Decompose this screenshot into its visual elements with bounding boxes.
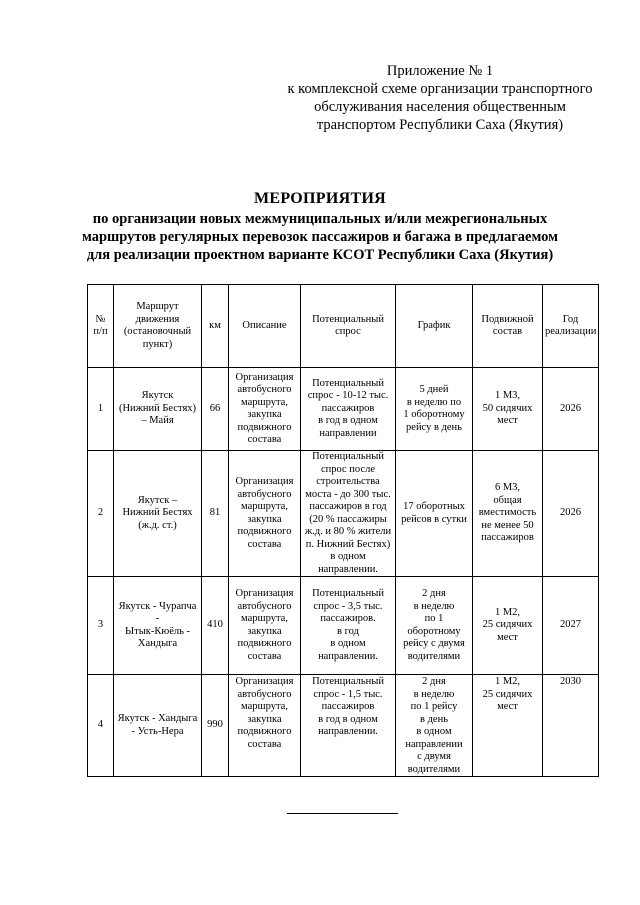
cell-schedule: 2 дня в неделю по 1 оборотному рейсу с двумя водителями (396, 577, 473, 675)
cell-demand: Потенциальный спрос - 3,5 тыс. пассажиров. в год в одном направлении. (301, 577, 396, 675)
cell-rolling-stock: 6 М3, общая вместимость не менее 50 пассажиров (473, 451, 543, 577)
appendix-line: к комплексной схеме организации транспортного (287, 81, 593, 97)
title-line: маршрутов регулярных перевозок пассажиров и багажа в предлагаемом (81, 229, 559, 245)
cell-schedule: 2 дня в неделю по 1 рейсу в день в одном направлении с двумя водителями (396, 675, 473, 777)
cell-route: Якутск (Нижний Бестях) – Майя (114, 368, 202, 451)
table-row (88, 675, 599, 777)
header-rolling-stock: Подвижной состав (473, 285, 543, 368)
cell-num: 2 (88, 451, 114, 577)
cell-route: Якутск – Нижний Бестях (ж.д. ст.) (114, 451, 202, 577)
cell-schedule: 5 дней в неделю по 1 оборотному рейсу в день (396, 368, 473, 451)
header-demand: Потенциальный спрос (301, 285, 396, 368)
header-num: № п/п (88, 285, 114, 368)
cell-year: 2026 (543, 451, 599, 577)
cell-description: Организация автобусного маршрута, закупка подвижного состава (229, 451, 301, 577)
title-main: МЕРОПРИЯТИЯ (253, 190, 387, 207)
table-header-row (88, 285, 599, 368)
cell-num: 1 (88, 368, 114, 451)
cell-rolling-stock: 1 М3, 50 сидячих мест (473, 368, 543, 451)
cell-description: Организация автобусного маршрута, закупка подвижного состава (229, 675, 301, 777)
cell-route: Якутск - Чурапча - Ытык-Кюёль - Хандыга (114, 577, 202, 675)
cell-km: 990 (202, 675, 229, 777)
header-km: км (202, 285, 229, 368)
appendix-reference (270, 62, 610, 134)
cell-demand: Потенциальный спрос после строительства моста - до 300 тыс. пассажиров в год (20 % пассажиры ж.д. и 80 % жители п. Нижний Бестях) в одном направлении. (301, 451, 396, 577)
cell-rolling-stock: 1 М2, 25 сидячих мест (473, 577, 543, 675)
cell-num: 4 (88, 675, 114, 777)
cell-demand: Потенциальный спрос - 1,5 тыс. пассажиров в год в одном направлении. (301, 675, 396, 777)
cell-year: 2027 (543, 577, 599, 675)
header-year: Год реализации (543, 285, 599, 368)
cell-km: 66 (202, 368, 229, 451)
appendix-line: Приложение № 1 (386, 63, 494, 79)
cell-route: Якутск - Хандыга - Усть-Нера (114, 675, 202, 777)
cell-km: 81 (202, 451, 229, 577)
table-row (88, 451, 599, 577)
cell-year: 2030 (543, 675, 599, 777)
cell-demand: Потенциальный спрос - 10-12 тыс. пассажиров в год в одном направлении (301, 368, 396, 451)
end-divider-line (287, 813, 398, 814)
cell-year: 2026 (543, 368, 599, 451)
cell-schedule: 17 оборотных рейсов в сутки (396, 451, 473, 577)
header-route: Маршрут движения (остановочный пункт) (114, 285, 202, 368)
cell-description: Организация автобусного маршрута, закупка подвижного состава (229, 577, 301, 675)
cell-rolling-stock: 1 М2, 25 сидячих мест (473, 675, 543, 777)
cell-description: Организация автобусного маршрута, закупка подвижного состава (229, 368, 301, 451)
appendix-line: обслуживания населения общественным (314, 99, 566, 115)
title-line: по организации новых межмуниципальных и/или межрегиональных (92, 211, 548, 227)
title-line: для реализации проектном варианте КСОТ Республики Саха (Якутия) (86, 247, 554, 263)
table-row (88, 577, 599, 675)
table-row (88, 368, 599, 451)
cell-num: 3 (88, 577, 114, 675)
measures-table (87, 284, 599, 777)
cell-km: 410 (202, 577, 229, 675)
header-description: Описание (229, 285, 301, 368)
header-schedule: График (396, 285, 473, 368)
document-title (60, 190, 580, 264)
appendix-line: транспортом Республики Саха (Якутия) (316, 117, 564, 133)
